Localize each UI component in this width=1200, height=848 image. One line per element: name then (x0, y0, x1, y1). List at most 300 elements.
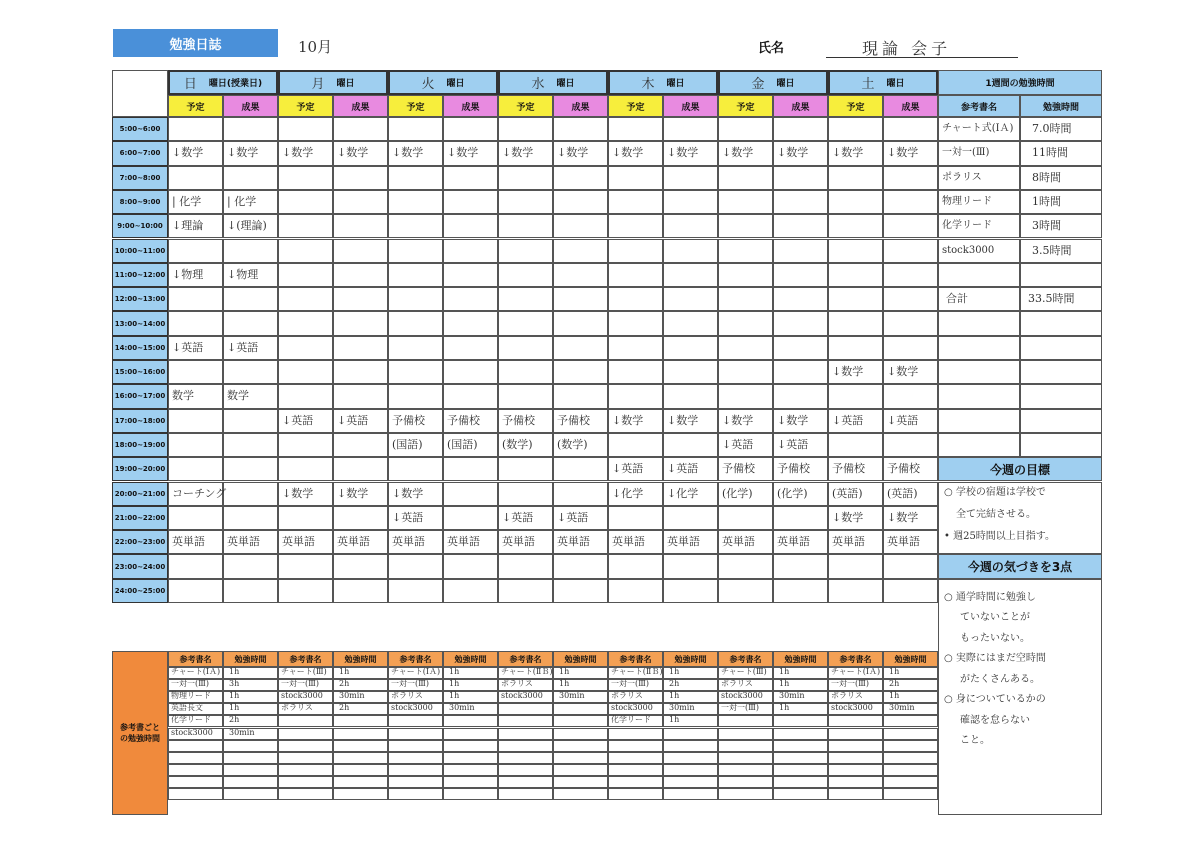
ref-book: 英語長文 (171, 703, 203, 713)
day-header-6 (828, 70, 938, 95)
ref-cell (168, 776, 223, 788)
schedule-cell (718, 239, 773, 263)
schedule-entry: 英単語 (282, 535, 315, 549)
schedule-cell (278, 190, 333, 214)
weekly-cell (938, 263, 1020, 287)
schedule-entry: 英単語 (502, 535, 535, 549)
schedule-entry: ↓数学 (667, 146, 699, 160)
ref-cell (388, 715, 443, 727)
time-slot: 20:00~21:00 (112, 482, 168, 506)
ref-book: stock3000 (831, 703, 873, 713)
ref-cell (278, 728, 333, 740)
schedule-cell (278, 554, 333, 578)
day-header-3 (498, 70, 608, 95)
ref-cell (773, 788, 828, 800)
schedule-cell (168, 579, 223, 603)
ref-time: 30min (559, 691, 585, 701)
ref-time: 3h (229, 679, 240, 689)
schedule-cell (553, 579, 608, 603)
result-header: 成果 (663, 95, 718, 117)
weekly-cell (938, 311, 1020, 335)
schedule-cell (388, 554, 443, 578)
schedule-cell (773, 166, 828, 190)
schedule-cell (223, 239, 278, 263)
schedule-cell (168, 311, 223, 335)
schedule-cell (278, 433, 333, 457)
plan-header: 予定 (168, 95, 223, 117)
schedule-cell (388, 311, 443, 335)
schedule-entry: 英単語 (887, 535, 920, 549)
schedule-cell (168, 457, 223, 481)
schedule-cell (718, 336, 773, 360)
ref-cell (333, 740, 388, 752)
schedule-entry: コーチング (172, 486, 227, 500)
schedule-cell (278, 166, 333, 190)
ref-cell (388, 776, 443, 788)
time-slot: 15:00~16:00 (112, 360, 168, 384)
schedule-cell (608, 287, 663, 311)
schedule-cell (333, 506, 388, 530)
ref-cell (278, 740, 333, 752)
schedule-entry: 予備校 (777, 462, 810, 476)
schedule-cell (883, 263, 938, 287)
schedule-cell (718, 263, 773, 287)
ref-cell (553, 728, 608, 740)
result-header: 成果 (883, 95, 938, 117)
schedule-entry: 数学 (172, 389, 194, 403)
schedule-entry: 英単語 (832, 535, 865, 549)
ref-time: 30min (889, 703, 915, 713)
result-header: 成果 (333, 95, 388, 117)
schedule-cell (388, 579, 443, 603)
schedule-entry: ↓数学 (722, 146, 754, 160)
ref-cell (443, 776, 498, 788)
schedule-cell (333, 166, 388, 190)
schedule-cell (498, 482, 553, 506)
ref-cell (223, 740, 278, 752)
plan-header: 予定 (498, 95, 553, 117)
schedule-entry: ↓化学 (612, 486, 644, 500)
schedule-entry: ↓英語 (667, 462, 699, 476)
ref-time: 30min (669, 703, 695, 713)
schedule-entry: 予備校 (722, 462, 755, 476)
schedule-cell (608, 360, 663, 384)
schedule-cell (828, 190, 883, 214)
schedule-cell (443, 263, 498, 287)
weekly-cell (1020, 433, 1102, 457)
schedule-cell (718, 190, 773, 214)
ref-cell (718, 752, 773, 764)
schedule-cell (278, 117, 333, 141)
schedule-cell (718, 579, 773, 603)
schedule-cell (663, 287, 718, 311)
reflection-line: がたくさんある。 (960, 673, 1040, 685)
schedule-cell (333, 263, 388, 287)
ref-time: 30min (779, 691, 805, 701)
schedule-cell (498, 239, 553, 263)
schedule-cell (443, 457, 498, 481)
schedule-cell (773, 554, 828, 578)
schedule-cell (608, 311, 663, 335)
ref-cell (773, 715, 828, 727)
ref-cell (498, 752, 553, 764)
schedule-entry: 予備校 (392, 413, 425, 427)
ref-cell (608, 740, 663, 752)
ref-cell (333, 715, 388, 727)
schedule-cell (278, 506, 333, 530)
schedule-entry: ↓物理 (227, 267, 259, 281)
schedule-entry: ↓理論 (172, 219, 204, 233)
schedule-cell (553, 214, 608, 238)
day-char: 日 (183, 77, 197, 92)
schedule-cell (608, 239, 663, 263)
ref-time: 2h (339, 679, 350, 689)
schedule-cell (608, 190, 663, 214)
ref-cell (828, 776, 883, 788)
study-log-sheet (112, 70, 1102, 815)
ref-cell (883, 740, 938, 752)
schedule-cell (828, 117, 883, 141)
schedule-cell (333, 554, 388, 578)
result-header: 成果 (553, 95, 608, 117)
schedule-entry: ↓英語 (832, 413, 864, 427)
schedule-entry: ↓数学 (887, 510, 919, 524)
schedule-cell (168, 506, 223, 530)
ref-col-time: 勉強時間 (883, 651, 938, 667)
schedule-entry: 英単語 (667, 535, 700, 549)
ref-col-book: 参考書名 (278, 651, 333, 667)
schedule-cell (828, 166, 883, 190)
schedule-entry: ↓英語 (282, 413, 314, 427)
ref-cell (718, 776, 773, 788)
ref-time: 2h (229, 715, 240, 725)
weekly-time: 8時間 (1032, 170, 1061, 184)
schedule-cell (883, 239, 938, 263)
day-label: 曜日 (446, 79, 465, 89)
ref-col-book: 参考書名 (718, 651, 773, 667)
ref-time: 30min (229, 727, 255, 737)
schedule-entry: ↓数学 (832, 510, 864, 524)
schedule-cell (278, 336, 333, 360)
schedule-cell (553, 190, 608, 214)
weekly-cell (938, 336, 1020, 360)
ref-cell (443, 752, 498, 764)
ref-cell (553, 788, 608, 800)
ref-cell (718, 728, 773, 740)
schedule-cell (388, 384, 443, 408)
ref-book: 一対一(Ⅲ) (831, 679, 869, 689)
schedule-cell (498, 190, 553, 214)
ref-cell (278, 776, 333, 788)
schedule-cell (223, 311, 278, 335)
schedule-cell (498, 287, 553, 311)
schedule-cell (443, 554, 498, 578)
schedule-cell (553, 263, 608, 287)
schedule-cell (168, 117, 223, 141)
schedule-cell (223, 287, 278, 311)
ref-cell (773, 752, 828, 764)
schedule-cell (553, 482, 608, 506)
ref-cell (443, 715, 498, 727)
ref-cell (553, 776, 608, 788)
weekly-cell (938, 360, 1020, 384)
time-slot: 8:00~9:00 (112, 190, 168, 214)
ref-cell (883, 715, 938, 727)
weekly-book: チャート式(ⅠＡ) (942, 123, 1014, 134)
ref-book: stock3000 (501, 691, 543, 701)
schedule-cell (773, 190, 828, 214)
ref-col-time: 勉強時間 (553, 651, 608, 667)
schedule-cell (553, 554, 608, 578)
ref-cell (883, 764, 938, 776)
schedule-cell (333, 384, 388, 408)
schedule-cell (388, 336, 443, 360)
schedule-cell (443, 190, 498, 214)
schedule-entry: ↓数学 (282, 486, 314, 500)
ref-cell (883, 728, 938, 740)
ref-book: チャート(ⅡＢ) (611, 667, 663, 676)
schedule-cell (663, 214, 718, 238)
schedule-cell (663, 433, 718, 457)
ref-time: 2h (339, 703, 350, 713)
ref-cell (663, 788, 718, 800)
schedule-cell (883, 287, 938, 311)
schedule-cell (223, 117, 278, 141)
schedule-cell (553, 239, 608, 263)
schedule-entry: ↓数学 (777, 413, 809, 427)
ref-cell (883, 788, 938, 800)
schedule-cell (333, 287, 388, 311)
schedule-cell (663, 190, 718, 214)
schedule-cell (663, 579, 718, 603)
ref-cell (168, 764, 223, 776)
schedule-cell (498, 311, 553, 335)
day-header-5 (718, 70, 828, 95)
schedule-entry: 英単語 (337, 535, 370, 549)
schedule-cell (498, 579, 553, 603)
ref-cell (333, 752, 388, 764)
time-slot: 17:00~18:00 (112, 409, 168, 433)
schedule-cell (443, 287, 498, 311)
schedule-cell (333, 336, 388, 360)
ref-time: 1h (229, 703, 240, 713)
ref-cell (498, 776, 553, 788)
ref-cell (883, 752, 938, 764)
reflections-title: 今週の気づきを3点 (938, 554, 1102, 578)
schedule-cell (388, 457, 443, 481)
schedule-cell (883, 554, 938, 578)
schedule-cell (883, 384, 938, 408)
time-slot: 19:00~20:00 (112, 457, 168, 481)
page-title: 勉強日誌 (113, 29, 278, 57)
ref-time: 1h (229, 691, 240, 701)
name-label: 氏名 (758, 41, 785, 56)
ref-col-book: 参考書名 (828, 651, 883, 667)
ref-cell (608, 776, 663, 788)
weekly-cell (1020, 360, 1102, 384)
schedule-cell (388, 287, 443, 311)
schedule-entry: ↓英語 (502, 510, 534, 524)
ref-time: 1h (449, 667, 460, 676)
ref-time: 1h (449, 691, 460, 701)
ref-book: stock3000 (611, 703, 653, 713)
schedule-cell (278, 263, 333, 287)
schedule-entry: ↓数学 (227, 146, 259, 160)
schedule-cell (388, 239, 443, 263)
ref-cell (828, 728, 883, 740)
schedule-cell (498, 384, 553, 408)
plan-header: 予定 (388, 95, 443, 117)
schedule-cell (663, 263, 718, 287)
schedule-cell (553, 117, 608, 141)
ref-time: 1h (669, 691, 680, 701)
ref-cell (773, 740, 828, 752)
schedule-cell (333, 433, 388, 457)
weekly-cell (1020, 336, 1102, 360)
ref-book: stock3000 (281, 691, 323, 701)
reflection-line: ○ 実際にはまだ空時間 (944, 653, 1046, 665)
schedule-cell (553, 457, 608, 481)
weekly-time: 3時間 (1032, 219, 1061, 233)
schedule-cell (388, 166, 443, 190)
schedule-cell (828, 554, 883, 578)
reflection-line: 確認を怠らない (960, 714, 1030, 726)
weekly-cell (1020, 311, 1102, 335)
schedule-entry: 英単語 (447, 535, 480, 549)
ref-cell (388, 740, 443, 752)
ref-book: 化学リード (611, 715, 651, 725)
ref-col-time: 勉強時間 (223, 651, 278, 667)
schedule-cell (663, 311, 718, 335)
ref-col-time: 勉強時間 (333, 651, 388, 667)
ref-cell (498, 788, 553, 800)
time-slot: 12:00~13:00 (112, 287, 168, 311)
ref-book: stock3000 (721, 691, 763, 701)
schedule-cell (883, 190, 938, 214)
schedule-entry: 数学 (227, 389, 249, 403)
day-label: 曜日(授業日) (208, 79, 263, 89)
schedule-cell (773, 506, 828, 530)
weekly-cell (938, 433, 1020, 457)
schedule-cell (553, 311, 608, 335)
ref-cell (773, 776, 828, 788)
schedule-cell (718, 311, 773, 335)
schedule-cell (608, 117, 663, 141)
schedule-entry: 英単語 (172, 535, 205, 549)
schedule-cell (278, 579, 333, 603)
schedule-cell (883, 433, 938, 457)
ref-book: ポラリス (721, 679, 753, 689)
schedule-cell (828, 433, 883, 457)
schedule-cell (773, 579, 828, 603)
ref-cell (773, 728, 828, 740)
schedule-cell (828, 287, 883, 311)
schedule-cell (883, 336, 938, 360)
weekly-cell (1020, 384, 1102, 408)
schedule-entry: 予備校 (447, 413, 480, 427)
ref-book: ポラリス (831, 691, 863, 701)
weekly-book: ポラリス (942, 171, 982, 183)
schedule-cell (773, 287, 828, 311)
ref-time: 1h (889, 667, 900, 676)
schedule-cell (223, 360, 278, 384)
time-slot: 16:00~17:00 (112, 384, 168, 408)
schedule-cell (828, 579, 883, 603)
schedule-cell (718, 166, 773, 190)
schedule-cell (443, 311, 498, 335)
schedule-cell (498, 263, 553, 287)
ref-time: 1h (229, 667, 240, 676)
schedule-cell (828, 311, 883, 335)
ref-col-book: 参考書名 (608, 651, 663, 667)
schedule-cell (443, 384, 498, 408)
ref-cell (498, 703, 553, 715)
day-header-1 (278, 70, 388, 95)
time-slot: 11:00~12:00 (112, 263, 168, 287)
reflection-line: ていないことが (960, 612, 1030, 624)
ref-cell (718, 788, 773, 800)
schedule-cell (828, 384, 883, 408)
schedule-cell (498, 214, 553, 238)
weekly-cell (938, 384, 1020, 408)
weekly-time: 7.0時間 (1032, 122, 1072, 135)
ref-book: チャート(Ⅲ) (721, 667, 767, 676)
schedule-entry: ↓数学 (887, 365, 919, 378)
schedule-cell (278, 457, 333, 481)
ref-cell (443, 764, 498, 776)
time-slot: 10:00~11:00 (112, 239, 168, 263)
schedule-cell (663, 554, 718, 578)
ref-cell (828, 752, 883, 764)
schedule-cell (553, 336, 608, 360)
schedule-cell (883, 166, 938, 190)
schedule-cell (663, 360, 718, 384)
schedule-entry: (数学) (502, 437, 533, 451)
schedule-cell (498, 166, 553, 190)
schedule-entry: 英単語 (227, 535, 260, 549)
schedule-cell (828, 263, 883, 287)
schedule-entry: 英単語 (392, 535, 425, 549)
schedule-cell (223, 457, 278, 481)
weekly-time: 3.5時間 (1032, 243, 1072, 257)
schedule-cell (168, 166, 223, 190)
schedule-entry: (国語) (392, 437, 423, 451)
ref-time: 1h (559, 679, 570, 689)
ref-book: ポラリス (281, 703, 313, 713)
schedule-cell (828, 336, 883, 360)
schedule-cell (608, 166, 663, 190)
schedule-cell (718, 117, 773, 141)
schedule-cell (333, 360, 388, 384)
schedule-entry: ↓英語 (557, 510, 589, 524)
schedule-cell (333, 190, 388, 214)
ref-time: 1h (779, 679, 790, 689)
schedule-cell (388, 117, 443, 141)
schedule-entry: ↓数学 (832, 146, 864, 160)
ref-cell (663, 764, 718, 776)
ref-book: 物理リード (171, 691, 211, 701)
ref-cell (278, 752, 333, 764)
day-char: 水 (531, 77, 545, 92)
ref-cell (168, 740, 223, 752)
schedule-cell (443, 360, 498, 384)
schedule-cell (278, 384, 333, 408)
time-slot: 22:00~23:00 (112, 530, 168, 554)
schedule-cell (498, 554, 553, 578)
ref-cell (388, 752, 443, 764)
ref-cell (168, 752, 223, 764)
ref-book: チャート(Ⅲ) (281, 667, 327, 676)
